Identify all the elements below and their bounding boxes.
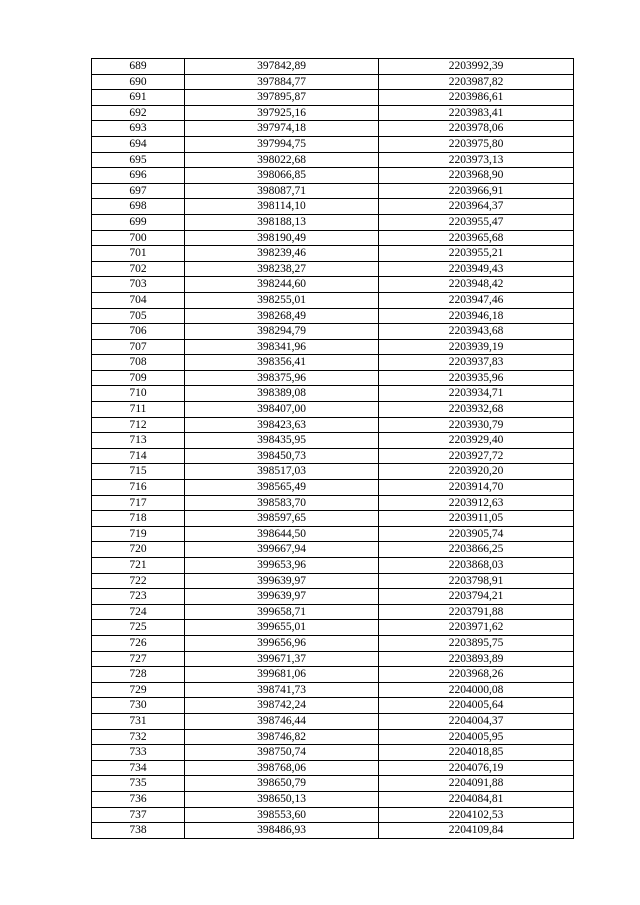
table-row	[92, 370, 574, 386]
point-number-cell: 720	[92, 542, 185, 558]
x-coordinate-cell: 398190,49	[185, 230, 379, 246]
point-number-cell: 702	[92, 261, 185, 277]
point-number-cell: 704	[92, 292, 185, 308]
x-coordinate-cell: 398486,93	[185, 823, 379, 839]
point-number-cell: 706	[92, 324, 185, 340]
y-coordinate-cell: 2203791,88	[379, 604, 574, 620]
y-coordinate-cell: 2203929,40	[379, 433, 574, 449]
x-coordinate-cell: 397974,18	[185, 121, 379, 137]
x-coordinate-cell: 398294,79	[185, 324, 379, 340]
y-coordinate-cell: 2203930,79	[379, 417, 574, 433]
x-coordinate-cell: 398650,79	[185, 776, 379, 792]
y-coordinate-cell: 2204076,19	[379, 760, 574, 776]
table-row	[92, 246, 574, 262]
y-coordinate-cell: 2204102,53	[379, 807, 574, 823]
point-number-cell: 726	[92, 635, 185, 651]
point-number-cell: 736	[92, 791, 185, 807]
x-coordinate-cell: 398244,60	[185, 277, 379, 293]
x-coordinate-cell: 399667,94	[185, 542, 379, 558]
table-row	[92, 355, 574, 371]
point-number-cell: 729	[92, 682, 185, 698]
table-row	[92, 136, 574, 152]
x-coordinate-cell: 399681,06	[185, 667, 379, 683]
x-coordinate-cell: 398407,00	[185, 402, 379, 418]
table-row	[92, 807, 574, 823]
x-coordinate-cell: 398356,41	[185, 355, 379, 371]
point-number-cell: 721	[92, 558, 185, 574]
table-row	[92, 417, 574, 433]
x-coordinate-cell: 398450,73	[185, 448, 379, 464]
y-coordinate-cell: 2203975,80	[379, 136, 574, 152]
x-coordinate-cell: 398341,96	[185, 339, 379, 355]
y-coordinate-cell: 2203983,41	[379, 105, 574, 121]
table-row	[92, 74, 574, 90]
x-coordinate-cell: 399671,37	[185, 651, 379, 667]
table-row	[92, 402, 574, 418]
y-coordinate-cell: 2203794,21	[379, 589, 574, 605]
y-coordinate-cell: 2203965,68	[379, 230, 574, 246]
y-coordinate-cell: 2203987,82	[379, 74, 574, 90]
table-row	[92, 495, 574, 511]
y-coordinate-cell: 2203934,71	[379, 386, 574, 402]
table-row	[92, 604, 574, 620]
point-number-cell: 701	[92, 246, 185, 262]
y-coordinate-cell: 2203939,19	[379, 339, 574, 355]
x-coordinate-cell: 398087,71	[185, 183, 379, 199]
table-row	[92, 214, 574, 230]
point-number-cell: 700	[92, 230, 185, 246]
x-coordinate-cell: 398423,63	[185, 417, 379, 433]
x-coordinate-cell: 399639,97	[185, 589, 379, 605]
y-coordinate-cell: 2203866,25	[379, 542, 574, 558]
y-coordinate-cell: 2204005,95	[379, 729, 574, 745]
x-coordinate-cell: 398435,95	[185, 433, 379, 449]
x-coordinate-cell: 398583,70	[185, 495, 379, 511]
y-coordinate-cell: 2203971,62	[379, 620, 574, 636]
table-row	[92, 386, 574, 402]
y-coordinate-cell: 2203955,21	[379, 246, 574, 262]
table-row	[92, 339, 574, 355]
x-coordinate-cell: 399656,96	[185, 635, 379, 651]
table-row	[92, 620, 574, 636]
table-row	[92, 823, 574, 839]
coordinates-table-body	[92, 59, 574, 839]
point-number-cell: 710	[92, 386, 185, 402]
point-number-cell: 714	[92, 448, 185, 464]
point-number-cell: 727	[92, 651, 185, 667]
table-row	[92, 558, 574, 574]
y-coordinate-cell: 2203948,42	[379, 277, 574, 293]
point-number-cell: 719	[92, 526, 185, 542]
x-coordinate-cell: 397842,89	[185, 59, 379, 75]
table-row	[92, 745, 574, 761]
point-number-cell: 693	[92, 121, 185, 137]
table-row	[92, 542, 574, 558]
table-row	[92, 573, 574, 589]
table-row	[92, 121, 574, 137]
y-coordinate-cell: 2203932,68	[379, 402, 574, 418]
y-coordinate-cell: 2203905,74	[379, 526, 574, 542]
x-coordinate-cell: 398597,65	[185, 511, 379, 527]
table-row	[92, 682, 574, 698]
y-coordinate-cell: 2203920,20	[379, 464, 574, 480]
y-coordinate-cell: 2203798,91	[379, 573, 574, 589]
y-coordinate-cell: 2203992,39	[379, 59, 574, 75]
y-coordinate-cell: 2203868,03	[379, 558, 574, 574]
x-coordinate-cell: 398750,74	[185, 745, 379, 761]
y-coordinate-cell: 2204109,84	[379, 823, 574, 839]
table-row	[92, 261, 574, 277]
point-number-cell: 731	[92, 713, 185, 729]
table-row	[92, 729, 574, 745]
table-row	[92, 464, 574, 480]
x-coordinate-cell: 399653,96	[185, 558, 379, 574]
x-coordinate-cell: 398746,82	[185, 729, 379, 745]
y-coordinate-cell: 2203986,61	[379, 90, 574, 106]
point-number-cell: 735	[92, 776, 185, 792]
table-row	[92, 183, 574, 199]
point-number-cell: 717	[92, 495, 185, 511]
y-coordinate-cell: 2203955,47	[379, 214, 574, 230]
y-coordinate-cell: 2203943,68	[379, 324, 574, 340]
y-coordinate-cell: 2203949,43	[379, 261, 574, 277]
x-coordinate-cell: 397895,87	[185, 90, 379, 106]
y-coordinate-cell: 2203968,26	[379, 667, 574, 683]
x-coordinate-cell: 398268,49	[185, 308, 379, 324]
table-row	[92, 59, 574, 75]
table-row	[92, 277, 574, 293]
x-coordinate-cell: 398239,46	[185, 246, 379, 262]
x-coordinate-cell: 398066,85	[185, 168, 379, 184]
point-number-cell: 718	[92, 511, 185, 527]
y-coordinate-cell: 2203937,83	[379, 355, 574, 371]
table-row	[92, 105, 574, 121]
table-row	[92, 635, 574, 651]
y-coordinate-cell: 2204018,85	[379, 745, 574, 761]
x-coordinate-cell: 398553,60	[185, 807, 379, 823]
y-coordinate-cell: 2203927,72	[379, 448, 574, 464]
x-coordinate-cell: 398517,03	[185, 464, 379, 480]
point-number-cell: 694	[92, 136, 185, 152]
point-number-cell: 724	[92, 604, 185, 620]
point-number-cell: 698	[92, 199, 185, 215]
point-number-cell: 703	[92, 277, 185, 293]
x-coordinate-cell: 398746,44	[185, 713, 379, 729]
y-coordinate-cell: 2204004,37	[379, 713, 574, 729]
point-number-cell: 697	[92, 183, 185, 199]
x-coordinate-cell: 398238,27	[185, 261, 379, 277]
point-number-cell: 707	[92, 339, 185, 355]
point-number-cell: 734	[92, 760, 185, 776]
x-coordinate-cell: 398768,06	[185, 760, 379, 776]
table-row	[92, 90, 574, 106]
point-number-cell: 690	[92, 74, 185, 90]
y-coordinate-cell: 2204005,64	[379, 698, 574, 714]
point-number-cell: 725	[92, 620, 185, 636]
y-coordinate-cell: 2204000,08	[379, 682, 574, 698]
point-number-cell: 699	[92, 214, 185, 230]
table-row	[92, 651, 574, 667]
point-number-cell: 696	[92, 168, 185, 184]
x-coordinate-cell: 398644,50	[185, 526, 379, 542]
table-row	[92, 308, 574, 324]
y-coordinate-cell: 2203964,37	[379, 199, 574, 215]
point-number-cell: 732	[92, 729, 185, 745]
x-coordinate-cell: 398022,68	[185, 152, 379, 168]
table-row	[92, 324, 574, 340]
y-coordinate-cell: 2203968,90	[379, 168, 574, 184]
point-number-cell: 689	[92, 59, 185, 75]
table-row	[92, 152, 574, 168]
table-row	[92, 589, 574, 605]
point-number-cell: 733	[92, 745, 185, 761]
y-coordinate-cell: 2203914,70	[379, 480, 574, 496]
table-row	[92, 433, 574, 449]
x-coordinate-cell: 398114,10	[185, 199, 379, 215]
point-number-cell: 691	[92, 90, 185, 106]
y-coordinate-cell: 2203935,96	[379, 370, 574, 386]
y-coordinate-cell: 2203912,63	[379, 495, 574, 511]
table-row	[92, 292, 574, 308]
table-row	[92, 199, 574, 215]
point-number-cell: 713	[92, 433, 185, 449]
point-number-cell: 695	[92, 152, 185, 168]
table-row	[92, 776, 574, 792]
x-coordinate-cell: 398742,24	[185, 698, 379, 714]
x-coordinate-cell: 397925,16	[185, 105, 379, 121]
x-coordinate-cell: 397994,75	[185, 136, 379, 152]
point-number-cell: 722	[92, 573, 185, 589]
point-number-cell: 711	[92, 402, 185, 418]
point-number-cell: 709	[92, 370, 185, 386]
point-number-cell: 730	[92, 698, 185, 714]
x-coordinate-cell: 398389,08	[185, 386, 379, 402]
point-number-cell: 708	[92, 355, 185, 371]
y-coordinate-cell: 2203893,89	[379, 651, 574, 667]
point-number-cell: 738	[92, 823, 185, 839]
x-coordinate-cell: 398188,13	[185, 214, 379, 230]
y-coordinate-cell: 2203978,06	[379, 121, 574, 137]
point-number-cell: 692	[92, 105, 185, 121]
x-coordinate-cell: 399658,71	[185, 604, 379, 620]
y-coordinate-cell: 2204091,88	[379, 776, 574, 792]
y-coordinate-cell: 2204084,81	[379, 791, 574, 807]
table-row	[92, 713, 574, 729]
table-row	[92, 791, 574, 807]
point-number-cell: 712	[92, 417, 185, 433]
point-number-cell: 728	[92, 667, 185, 683]
table-row	[92, 760, 574, 776]
x-coordinate-cell: 399655,01	[185, 620, 379, 636]
table-row	[92, 511, 574, 527]
x-coordinate-cell: 397884,77	[185, 74, 379, 90]
y-coordinate-cell: 2203973,13	[379, 152, 574, 168]
x-coordinate-cell: 399639,97	[185, 573, 379, 589]
table-row	[92, 448, 574, 464]
y-coordinate-cell: 2203895,75	[379, 635, 574, 651]
x-coordinate-cell: 398255,01	[185, 292, 379, 308]
table-row	[92, 230, 574, 246]
table-row	[92, 168, 574, 184]
y-coordinate-cell: 2203966,91	[379, 183, 574, 199]
table-row	[92, 526, 574, 542]
point-number-cell: 705	[92, 308, 185, 324]
y-coordinate-cell: 2203911,05	[379, 511, 574, 527]
point-number-cell: 715	[92, 464, 185, 480]
x-coordinate-cell: 398741,73	[185, 682, 379, 698]
point-number-cell: 737	[92, 807, 185, 823]
point-number-cell: 723	[92, 589, 185, 605]
y-coordinate-cell: 2203947,46	[379, 292, 574, 308]
table-row	[92, 480, 574, 496]
point-number-cell: 716	[92, 480, 185, 496]
coordinates-table	[91, 58, 574, 839]
y-coordinate-cell: 2203946,18	[379, 308, 574, 324]
x-coordinate-cell: 398650,13	[185, 791, 379, 807]
table-row	[92, 667, 574, 683]
x-coordinate-cell: 398375,96	[185, 370, 379, 386]
x-coordinate-cell: 398565,49	[185, 480, 379, 496]
table-row	[92, 698, 574, 714]
